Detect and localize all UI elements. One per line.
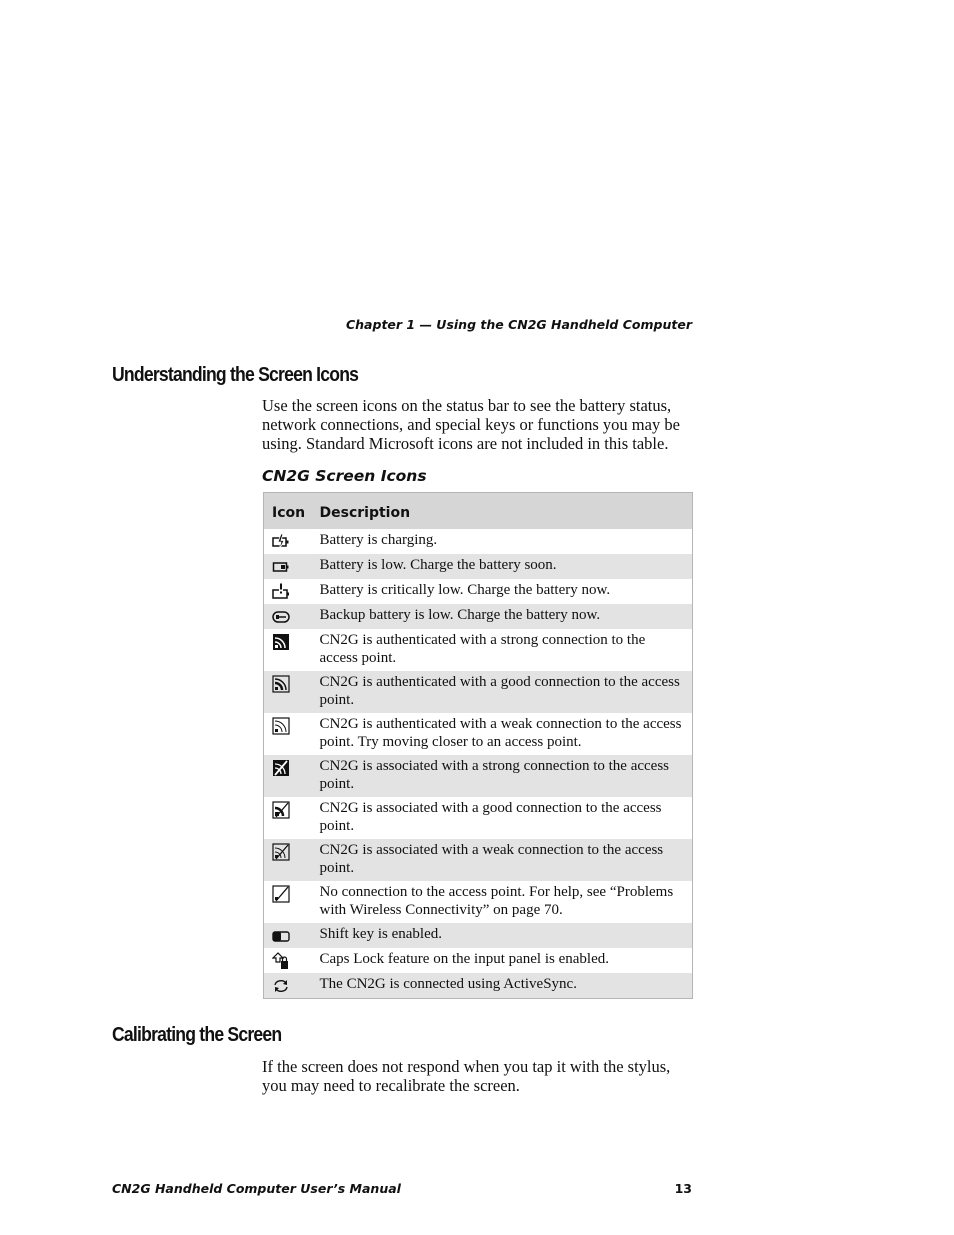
row-description: CN2G is authenticated with a strong connection to the access point. xyxy=(319,632,646,666)
screen-icons-table xyxy=(263,492,693,999)
table-row xyxy=(264,948,693,973)
table-row xyxy=(264,755,693,797)
section-heading-screen-icons: Understanding the Screen Icons xyxy=(112,364,359,386)
table-row xyxy=(264,604,693,629)
table-row xyxy=(264,797,693,839)
battery-low-icon xyxy=(272,558,290,576)
associated-strong-signal-icon xyxy=(272,759,290,777)
row-description: CN2G is associated with a good connection to the access point. xyxy=(319,800,662,834)
table-row xyxy=(264,923,693,948)
row-description: Battery is charging. xyxy=(319,532,438,548)
shift-key-icon xyxy=(272,927,290,945)
row-description: CN2G is associated with a weak connection to the access point. xyxy=(313,839,693,881)
table-row xyxy=(264,554,693,579)
row-description: CN2G is associated with a strong connection to the access point. xyxy=(313,755,693,797)
row-description: Shift key is enabled. xyxy=(313,923,693,948)
row-description: Battery is low. Charge the battery soon. xyxy=(313,554,693,579)
footer-manual-title: CN2G Handheld Computer User’s Manual xyxy=(112,1181,401,1196)
authenticated-good-signal-icon xyxy=(272,675,290,693)
battery-critical-icon xyxy=(272,583,290,601)
page-number: 13 xyxy=(674,1181,692,1196)
table-row xyxy=(264,713,693,755)
table-row xyxy=(264,579,693,604)
table-row xyxy=(264,529,693,554)
row-description: Backup battery is low. Charge the battery now. xyxy=(313,604,693,629)
column-header-icon: Icon xyxy=(264,493,313,530)
row-description: Caps Lock feature on the input panel is enabled. xyxy=(319,951,609,967)
table-row xyxy=(264,881,693,923)
column-header-description: Description xyxy=(313,493,693,530)
battery-charging-icon xyxy=(272,533,290,551)
associated-weak-signal-icon xyxy=(272,843,290,861)
row-description: No connection to the access point. For help, see “Problems with Wireless Connectivity” on page 70. xyxy=(319,884,674,918)
running-head: Chapter 1 — Using the CN2G Handheld Computer xyxy=(345,317,692,332)
authenticated-strong-signal-icon xyxy=(272,633,290,651)
table-header-row xyxy=(264,493,693,530)
caps-lock-icon xyxy=(272,952,290,970)
row-description: CN2G is authenticated with a weak connection to the access point. Try moving closer to an access point. xyxy=(319,716,682,750)
table-row xyxy=(264,671,693,713)
activesync-icon xyxy=(272,977,290,995)
associated-good-signal-icon xyxy=(272,801,290,819)
table-row xyxy=(264,839,693,881)
authenticated-weak-signal-icon xyxy=(272,717,290,735)
table-row xyxy=(264,629,693,671)
backup-battery-low-icon xyxy=(272,608,290,626)
row-description: CN2G is authenticated with a good connection to the access point. xyxy=(313,671,693,713)
table-caption: CN2G Screen Icons xyxy=(262,467,427,485)
calibration-paragraph: If the screen does not respond when you tap it with the stylus, you may need to recalibrate the screen. xyxy=(262,1057,671,1095)
row-description: The CN2G is connected using ActiveSync. xyxy=(313,973,693,999)
no-connection-icon xyxy=(272,885,290,903)
section-heading-calibrating: Calibrating the Screen xyxy=(112,1024,282,1046)
table-row xyxy=(264,973,693,999)
row-description: Battery is critically low. Charge the battery now. xyxy=(319,582,611,598)
intro-paragraph: Use the screen icons on the status bar to see the battery status, network connections, and special keys or functions you may be using. Standard Microsoft icons are not included in this table. xyxy=(262,396,680,453)
